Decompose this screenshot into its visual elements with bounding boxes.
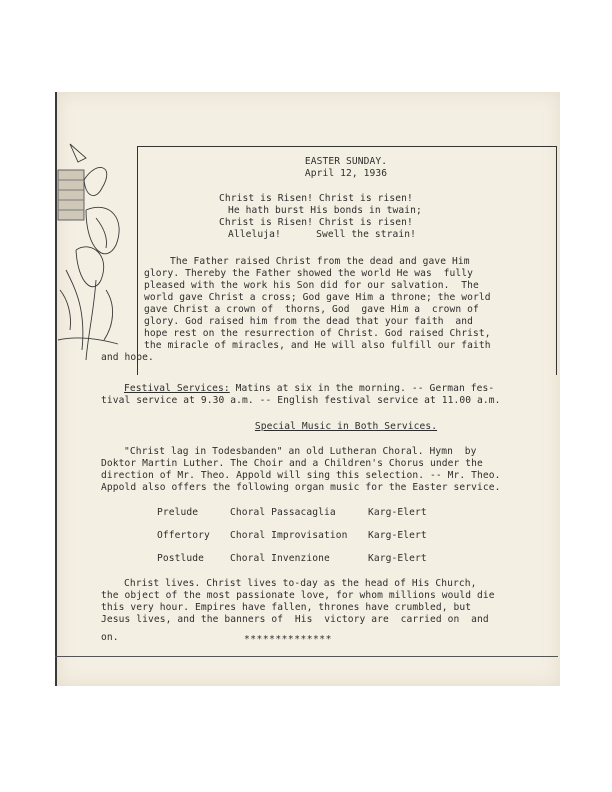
poem-line: He hath burst His bonds in twain; xyxy=(228,205,422,216)
program-composer: Karg-Elert xyxy=(368,530,427,541)
asterisk-divider: ************** xyxy=(244,634,332,645)
easter-lily-illustration xyxy=(56,140,138,365)
program-piece: Choral Improvisation xyxy=(230,530,348,541)
special-music-heading: Special Music in Both Services. xyxy=(254,421,438,432)
closing-line: Jesus lives, and the banners of His victory are carried on and xyxy=(101,614,489,625)
closing-line: this very hour. Empires have fallen, thrones have crumbled, but xyxy=(101,602,472,613)
paragraph-line: The Father raised Christ from the dead and gave Him xyxy=(170,256,470,267)
program-composer: Karg-Elert xyxy=(368,507,427,518)
bottom-rule xyxy=(55,656,558,657)
program-composer: Karg-Elert xyxy=(368,553,427,564)
paragraph-line: the miracle of miracles, and He will also fulfill our faith xyxy=(144,340,491,351)
program-piece: Choral Passacaglia xyxy=(230,507,336,518)
page-title: EASTER SUNDAY. xyxy=(304,156,388,167)
closing-line: Christ lives. Christ lives to-day as the head of His Church, xyxy=(124,578,477,589)
paragraph-line: world gave Christ a cross; God gave Him a throne; the world xyxy=(144,292,491,303)
program-part: Prelude xyxy=(157,507,199,518)
music-line: direction of Mr. Theo. Appold will sing this selection. -- Mr. Theo. xyxy=(101,470,501,481)
music-line: "Christ lag in Todesbanden" an old Lutheran Choral. Hymn by xyxy=(124,446,477,457)
paragraph-line: pleased with the work his Son did for our salvation. The xyxy=(144,280,479,291)
music-line: Appold also offers the following organ music for the Easter service. xyxy=(101,482,501,493)
program-piece: Choral Invenzione xyxy=(230,553,330,564)
program-part: Offertory xyxy=(157,530,210,541)
paragraph-line: glory. Thereby the Father showed the world He was fully xyxy=(144,268,474,279)
program-part: Postlude xyxy=(157,553,205,564)
closing-line: the object of the most passionate love, for whom millions would die xyxy=(101,590,495,601)
festival-services-heading: Festival Services: xyxy=(124,383,230,394)
festival-services-line xyxy=(124,383,494,394)
paragraph-line: hope rest on the resurrection of Christ. God raised Christ, xyxy=(144,328,491,339)
poem-line: Alleluja! Swell the strain! xyxy=(228,229,417,240)
closing-line: on. xyxy=(101,632,119,643)
paragraph-line: and hope. xyxy=(101,352,154,363)
paragraph-line: gave Christ a crown of thorns, God gave Him a crown of xyxy=(144,304,479,315)
poem-line: Christ is Risen! Christ is risen! xyxy=(219,217,413,228)
poem-line: Christ is Risen! Christ is risen! xyxy=(219,193,413,204)
paragraph-line: glory. God raised him from the dead that your faith and xyxy=(144,316,474,327)
music-line: Doktor Martin Luther. The Choir and a Children's Chorus under the xyxy=(101,458,483,469)
service-date: April 12, 1936 xyxy=(304,168,388,179)
festival-services-line: tival service at 9.30 a.m. -- English festival service at 11.00 a.m. xyxy=(101,395,501,406)
festival-services-text: Matins at six in the morning. -- German fes- xyxy=(229,383,495,394)
